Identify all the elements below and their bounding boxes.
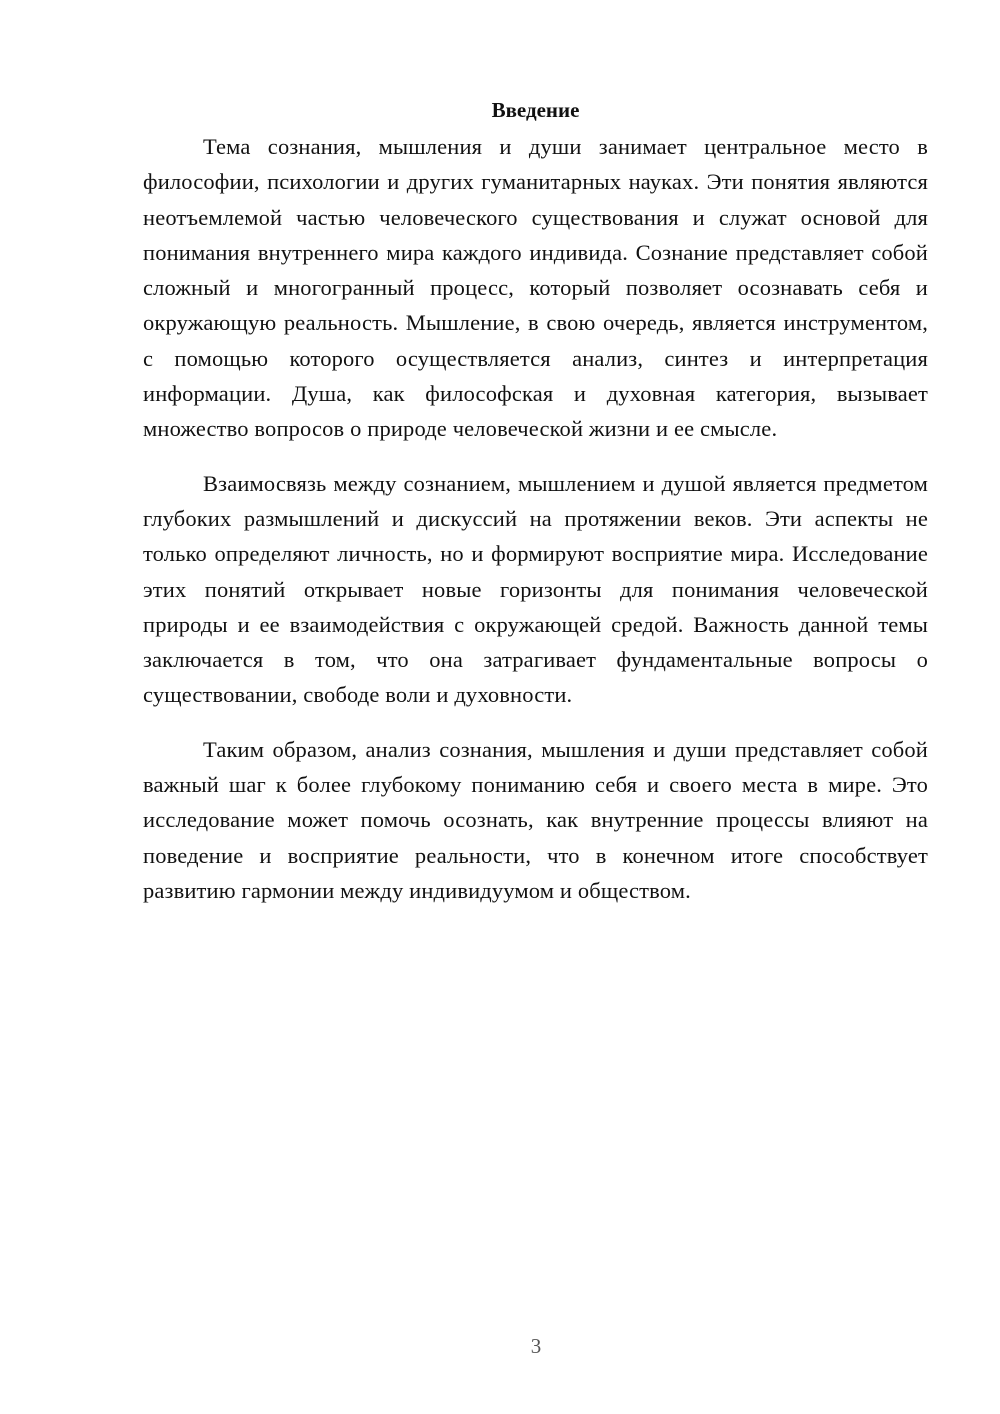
section-title: Введение: [491, 98, 580, 122]
page-number: 3: [530, 1334, 542, 1358]
paragraph-3: Таким образом, анализ сознания, мышления и души представляет собой важный шаг к более глубокому пониманию себя и своего места в мире. Это исследование может помочь осознать, как внутренние процессы влияют на поведение и восприятие реальности, что в конечном итоге способствует развитию гармонии между индивидуумом и обществом.: [143, 736, 928, 903]
page-content: [143, 93, 928, 908]
paragraph-1: Тема сознания, мышления и души занимает центральное место в философии, психологии и других гуманитарных науках. Эти понятия являются неотъемлемой частью человеческого существования и служат основой для понимания внутреннего мира каждого индивида. Сознание представляет собой сложный и многогранный процесс, который позволяет осознавать себя и окружающую реальность. Мышление, в свою очередь, является инструментом, с помощью которого осуществляется анализ, синтез и интерпретация информации. Душа, как философская и духовная категория, вызывает множество вопросов о природе человеческой жизни и ее смысле.: [143, 134, 928, 442]
paragraph-2: Взаимосвязь между сознанием, мышлением и душой является предметом глубоких размышлений и дискуссий на протяжении веков. Эти аспекты не только определяют личность, но и формируют восприятие мира. Исследование этих понятий открывает новые горизонты для понимания человеческой природы и ее взаимодействия с окружающей средой. Важность данной темы заключается в том, что она затрагивает фундаментальные вопросы о существовании, свободе воли и духовности.: [143, 470, 928, 708]
